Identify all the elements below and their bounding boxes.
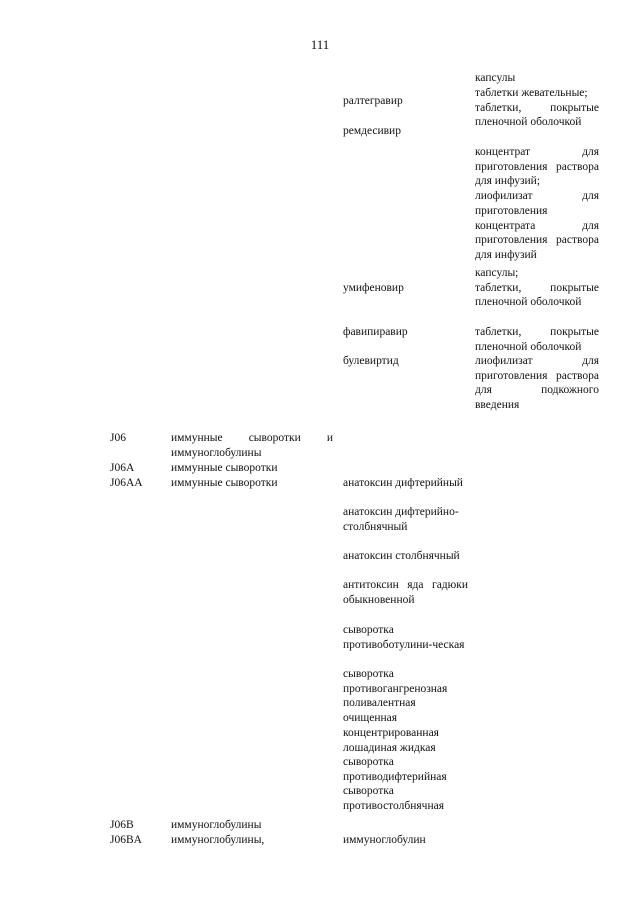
dosage-form-cell (475, 354, 599, 413)
drug-name: антитоксин яда гадюки обыкновенной (343, 579, 468, 606)
dosage-form-cell (475, 71, 599, 86)
dosage-form: капсулы; (475, 267, 519, 279)
atc-group-name: иммуноглобулины, (171, 834, 265, 846)
drug-name: умифеновир (343, 282, 404, 294)
atc-group-name: иммунные сыворотки (171, 477, 278, 489)
drug-name: анатоксин дифтерийный (343, 477, 463, 489)
dosage-form-cell (475, 86, 599, 130)
drug-name: сыворотка противоботулини-ческая (343, 624, 465, 651)
dosage-form: лиофилизат для приготовления концентрата для приготовления раствора для инфузий (475, 190, 599, 261)
page-number: 111 (310, 37, 330, 52)
dosage-form: таблетки, покрытые пленочной оболочкой (475, 281, 599, 309)
atc-group-name: иммунные сыворотки и иммуноглобулины (171, 432, 333, 459)
drug-name: ралтегравир (343, 95, 403, 107)
drug-name: фавипиравир (343, 326, 408, 338)
drug-name: анатоксин дифтерийно-столбнячный (343, 506, 459, 533)
atc-code: J06BA (110, 834, 142, 846)
dosage-form: таблетки, покрытые пленочной оболочкой (475, 101, 599, 129)
atc-group-name: иммуноглобулины (171, 819, 262, 831)
atc-code: J06AA (110, 477, 143, 489)
dosage-form: концентрат для приготовления раствора для инфузий; (475, 146, 599, 188)
drug-name: иммуноглобулин (343, 834, 426, 846)
atc-code: J06 (110, 432, 126, 444)
dosage-form-cell (475, 266, 599, 310)
drug-name: сыворотка противодифтерийная (343, 756, 447, 783)
atc-code: J06B (110, 819, 134, 831)
atc-code: J06A (110, 462, 135, 474)
drug-name: сыворотка противогангренозная поливалентная очищенная концентрированная лошадиная жидкая (343, 668, 448, 754)
drug-name: ремдесивир (343, 125, 401, 137)
atc-group-name: иммунные сыворотки (171, 462, 278, 474)
drug-name: сыворотка противостолбнячная (343, 785, 445, 812)
dosage-form-cell (475, 145, 599, 263)
drug-name: анатоксин столбнячный (343, 550, 460, 562)
dosage-form: таблетки жевательные; (475, 87, 588, 99)
dosage-form: таблетки, покрытые пленочной оболочкой (475, 326, 599, 353)
drug-name: булевиртид (343, 355, 399, 367)
dosage-form-cell (475, 325, 599, 354)
dosage-form: капсулы (475, 72, 516, 84)
dosage-form: лиофилизат для приготовления раствора для подкожного введения (475, 355, 599, 412)
